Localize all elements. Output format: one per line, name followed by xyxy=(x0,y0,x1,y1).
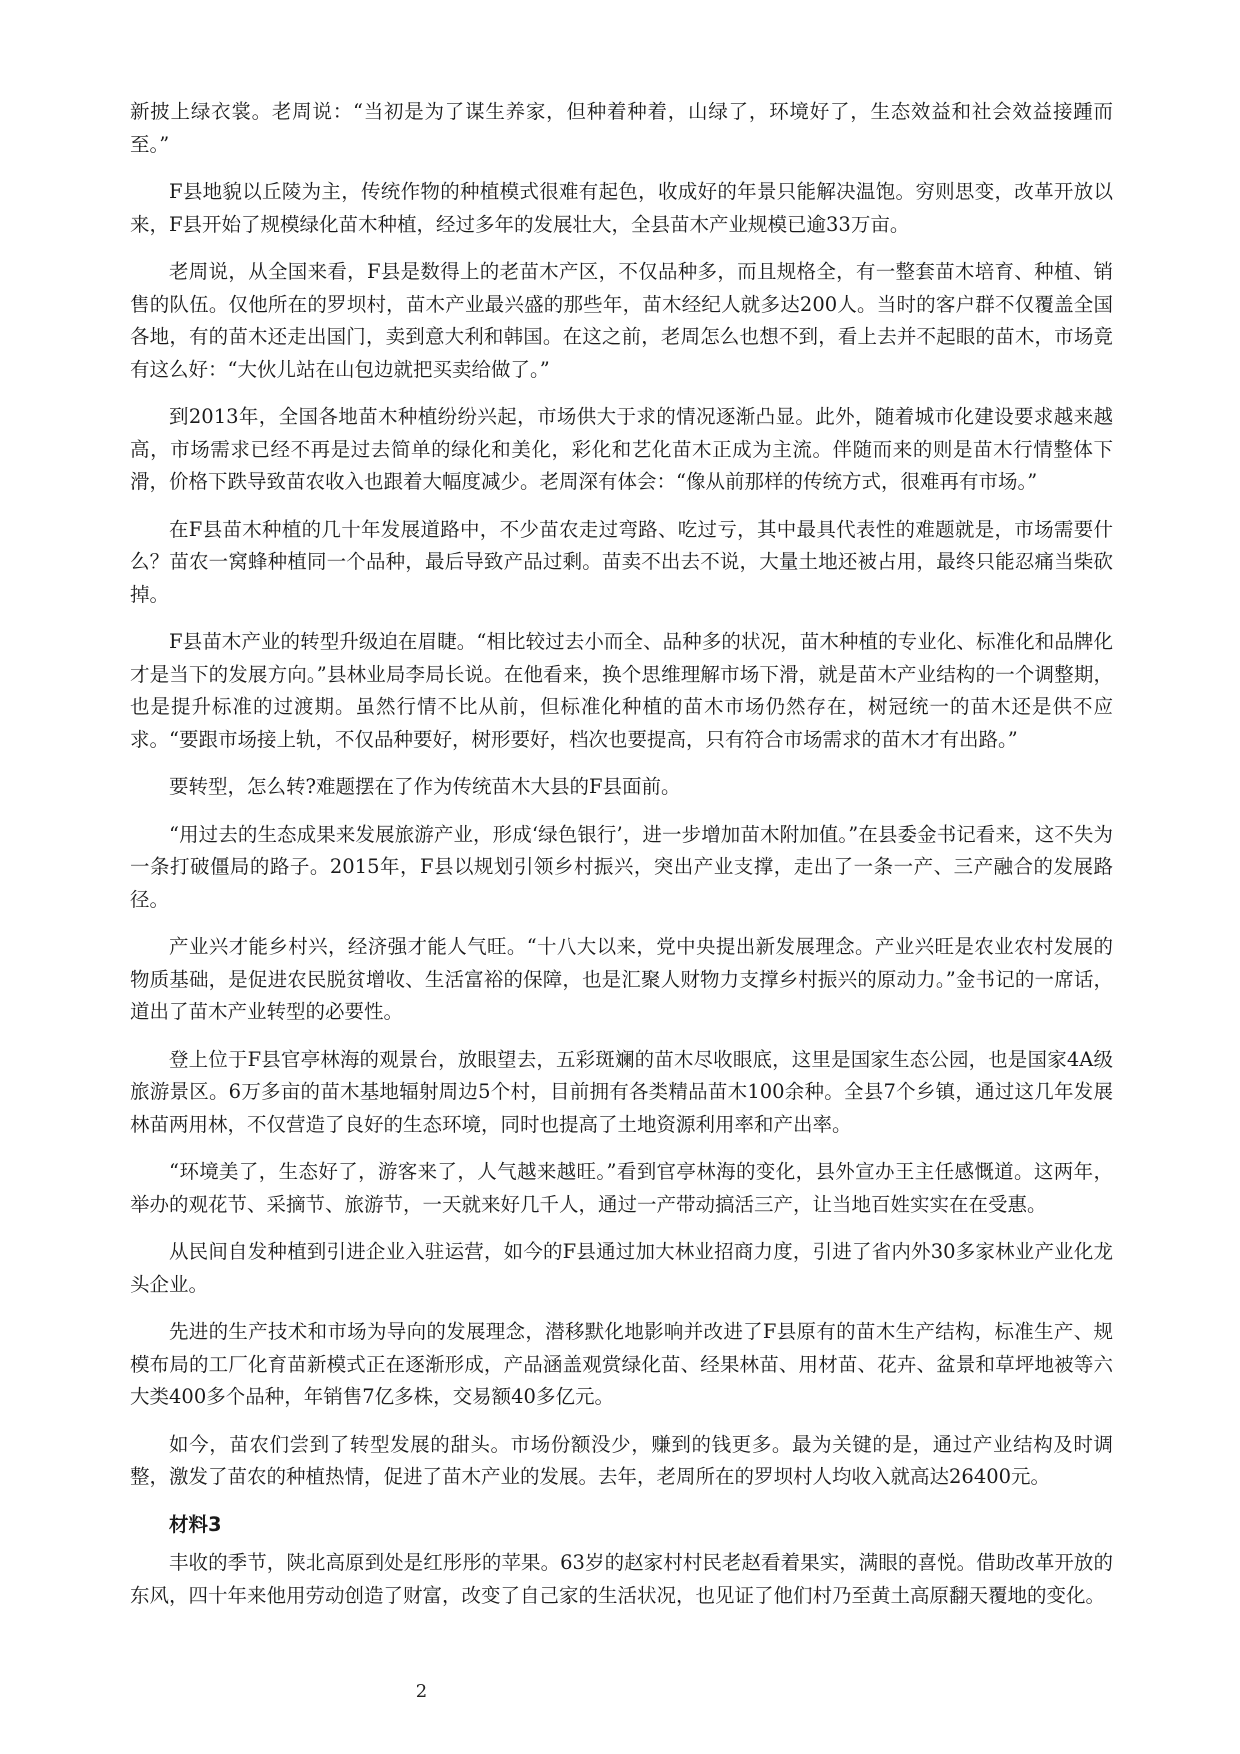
paragraph: “用过去的生态成果来发展旅游产业，形成‘绿色银行’，进一步增加苗木附加值。”在县委金书记看来，这不失为一条打破僵局的路子。2015年，F县以规划引领乡村振兴，突出产业支撑，走出了一条一产、三产融合的发展路径。 xyxy=(130,822,1113,911)
paragraph: F县地貌以丘陵为主，传统作物的种植模式很难有起色，收成好的年景只能解决温饱。穷则思变，改革开放以来，F县开始了规模绿化苗木种植，经过多年的发展壮大，全县苗木产业规模已逾33万亩。 xyxy=(130,180,1113,236)
paragraph: 老周说，从全国来看，F县是数得上的老苗木产区，不仅品种多，而且规格全，有一整套苗木培育、种植、销售的队伍。仅他所在的罗坝村，苗木产业最兴盛的那些年，苗木经纪人就多达200人。当时的客户群不仅覆盖全国各地，有的苗木还走出国门，卖到意大利和韩国。在这之前，老周怎么也想不到，看上去并不起眼的苗木，市场竟有这么好：“大伙儿站在山包边就把买卖给做了。” xyxy=(130,260,1113,381)
section-heading: 材料3 xyxy=(169,1512,222,1536)
paragraph: F县苗木产业的转型升级迫在眉睫。“相比较过去小而全、品种多的状况，苗木种植的专业化、标准化和品牌化才是当下的发展方向。”县林业局李局长说。在他看来，换个思维理解市场下滑，就是苗木产业结构的一个调整期，也是提升标准的过渡期。虽然行情不比从前，但标准化种植的苗木市场仍然存在，树冠统一的苗木还是供不应求。“要跟市场接上轨，不仅品种要好，树形要好，档次也要提高，只有符合市场需求的苗木才有出路。” xyxy=(130,630,1113,751)
paragraph: 产业兴才能乡村兴，经济强才能人气旺。“十八大以来，党中央提出新发展理念。产业兴旺是农业农村发展的物质基础，是促进农民脱贫增收、生活富裕的保障，也是汇聚人财物力支撑乡村振兴的原动力。”金书记的一席话，道出了苗木产业转型的必要性。 xyxy=(130,935,1113,1023)
paragraph: 如今，苗农们尝到了转型发展的甜头。市场份额没少，赚到的钱更多。最为关键的是，通过产业结构及时调整，激发了苗农的种植热情，促进了苗木产业的发展。去年，老周所在的罗坝村人均收入就高达26400元。 xyxy=(130,1432,1113,1488)
document-page xyxy=(130,96,1113,1627)
paragraph: 新披上绿衣裳。老周说：“当初是为了谋生养家，但种着种着，山绿了，环境好了，生态效益和社会效益接踵而至。” xyxy=(130,100,1113,156)
page-number: 2 xyxy=(415,1681,428,1702)
paragraph: 先进的生产技术和市场为导向的发展理念，潜移默化地影响并改进了F县原有的苗木生产结构，标准生产、规模布局的工厂化育苗新模式正在逐渐形成，产品涵盖观赏绿化苗、经果林苗、用材苗、花卉、盆景和草坪地被等六大类400多个品种，年销售7亿多株，交易额40多亿元。 xyxy=(130,1320,1113,1408)
paragraph: 要转型，怎么转?难题摆在了作为传统苗木大县的F县面前。 xyxy=(169,775,681,798)
paragraph: “环境美了，生态好了，游客来了，人气越来越旺。”看到官亭林海的变化，县外宣办王主任感慨道。这两年，举办的观花节、采摘节、旅游节，一天就来好几千人，通过一产带动搞活三产，让当地百姓实实在在受惠。 xyxy=(130,1160,1113,1216)
paragraph: 丰收的季节，陕北高原到处是红彤彤的苹果。63岁的赵家村村民老赵看着果实，满眼的喜悦。借助改革开放的东风，四十年来他用劳动创造了财富，改变了自己家的生活状况，也见证了他们村乃至黄土高原翻天覆地的变化。 xyxy=(130,1551,1113,1607)
paragraph: 从民间自发种植到引进企业入驻运营，如今的F县通过加大林业招商力度，引进了省内外30多家林业产业化龙头企业。 xyxy=(130,1240,1113,1296)
paragraph: 到2013年，全国各地苗木种植纷纷兴起，市场供大于求的情况逐渐凸显。此外，随着城市化建设要求越来越高，市场需求已经不再是过去简单的绿化和美化，彩化和艺化苗木正成为主流。伴随而来的则是苗木行情整体下滑，价格下跌导致苗农收入也跟着大幅度减少。老周深有体会：“像从前那样的传统方式，很难再有市场。” xyxy=(130,405,1113,493)
paragraph: 登上位于F县官亭林海的观景台，放眼望去，五彩斑斓的苗木尽收眼底，这里是国家生态公园，也是国家4A级旅游景区。6万多亩的苗木基地辐射周边5个村，目前拥有各类精品苗木100余种。全县7个乡镇，通过这几年发展林苗两用林，不仅营造了良好的生态环境，同时也提高了土地资源利用率和产出率。 xyxy=(130,1047,1113,1136)
paragraph: 在F县苗木种植的几十年发展道路中，不少苗农走过弯路、吃过亏，其中最具代表性的难题就是，市场需要什么？苗农一窝蜂种植同一个品种，最后导致产品过剩。苗卖不出去不说，大量土地还被占用，最终只能忍痛当柴砍掉。 xyxy=(130,517,1113,606)
